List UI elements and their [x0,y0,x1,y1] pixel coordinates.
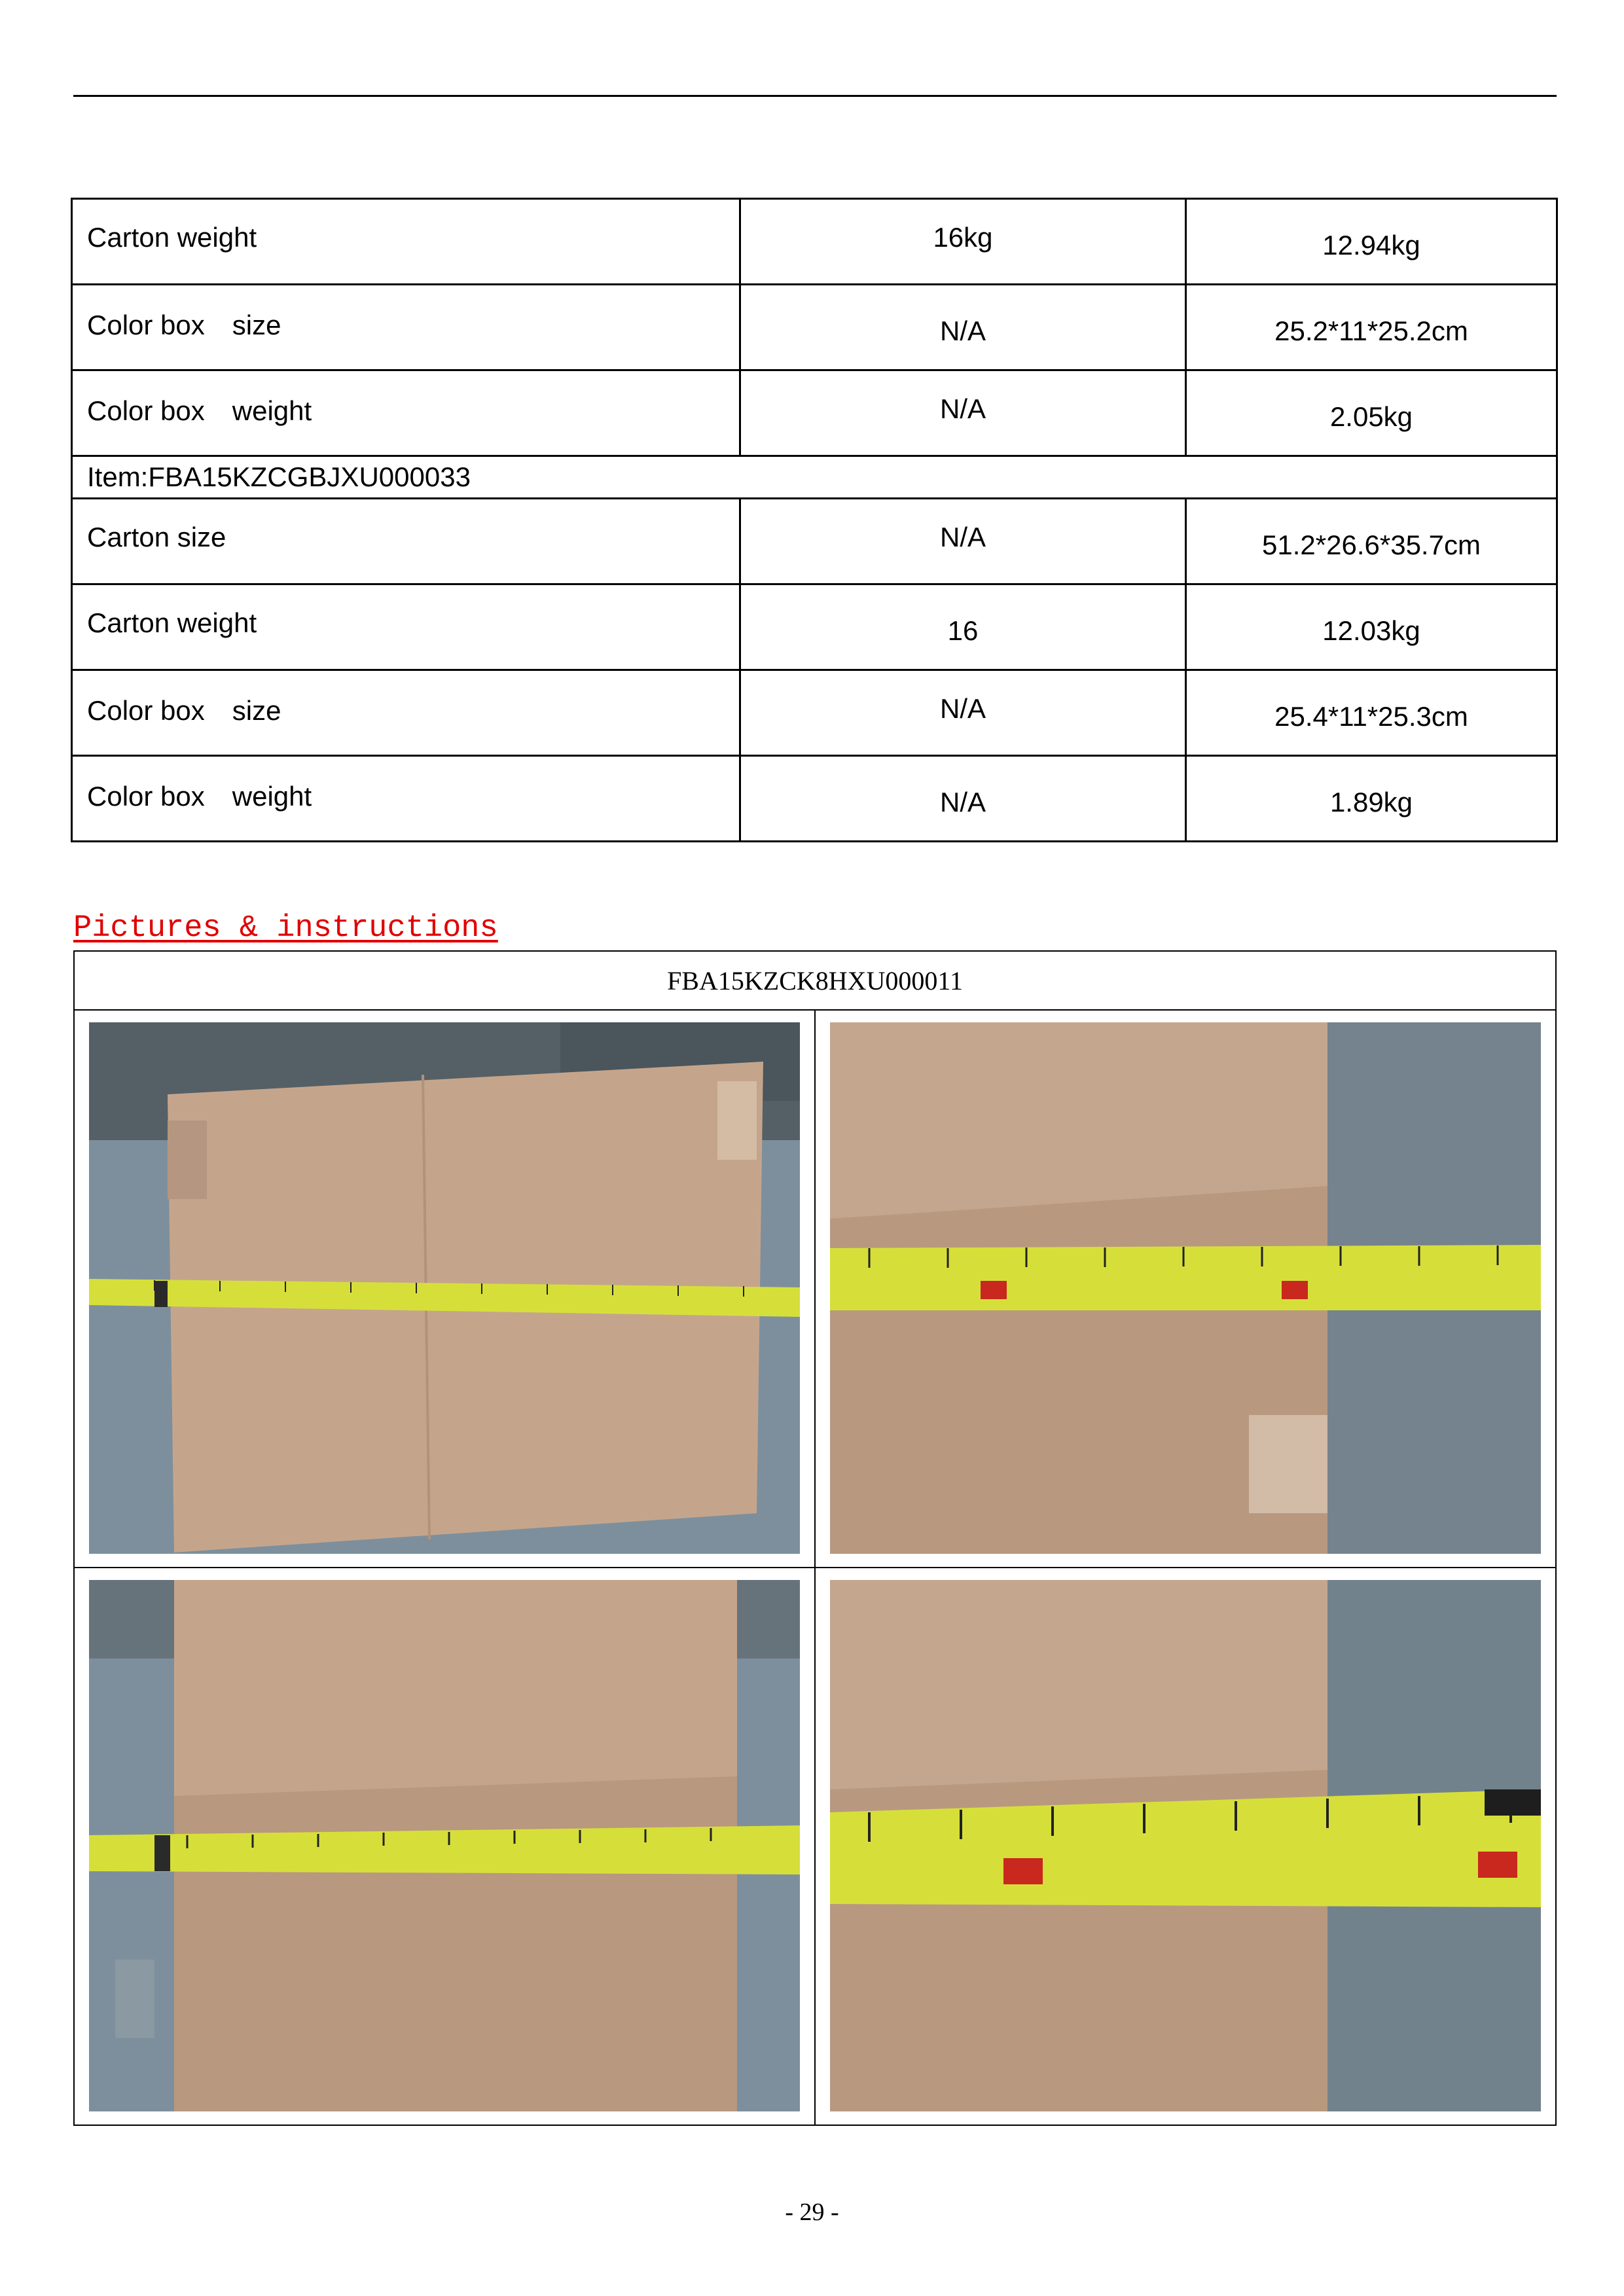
photo-caption: FBA15KZCK8HXU000011 [74,951,1556,1010]
row-standard: N/A [740,756,1186,842]
table-row [72,756,1557,842]
item-header-row [72,456,1557,499]
table-row [72,285,1557,370]
row-actual: 25.4*11*25.3cm [1186,670,1557,756]
row-label: Color box weight [72,756,740,842]
photo-table [73,950,1557,2126]
photo-cell [815,1010,1556,1568]
tape-closeup-51cm-photo [830,1022,1541,1554]
row-actual: 12.94kg [1186,199,1557,285]
spec-table [71,198,1558,842]
table-row [72,499,1557,584]
row-standard: N/A [740,499,1186,584]
row-actual: 1.89kg [1186,756,1557,842]
row-label: Color box size [72,670,740,756]
table-row [72,370,1557,456]
row-label: Color box weight [72,370,740,456]
row-label: Carton weight [72,199,740,285]
item-label: Item:FBA15KZCGBJXU000033 [72,456,1557,499]
row-standard: N/A [740,285,1186,370]
tape-closeup-26cm-photo [830,1580,1541,2111]
section-title: Pictures & instructions [73,911,498,946]
row-actual: 51.2*26.6*35.7cm [1186,499,1557,584]
carton-length-photo [89,1022,800,1554]
table-row [72,670,1557,756]
row-label: Color box size [72,285,740,370]
table-row [72,584,1557,670]
table-row [72,199,1557,285]
row-actual: 2.05kg [1186,370,1557,456]
row-standard: 16kg [740,199,1186,285]
row-standard: N/A [740,670,1186,756]
row-label: Carton weight [72,584,740,670]
photo-cell [74,1568,815,2125]
row-standard: N/A [740,370,1186,456]
carton-width-photo [89,1580,800,2111]
header-rule [73,95,1557,97]
row-label: Carton size [72,499,740,584]
page-number: - 29 - [785,2198,839,2226]
row-standard: 16 [740,584,1186,670]
photo-cell [815,1568,1556,2125]
row-actual: 25.2*11*25.2cm [1186,285,1557,370]
photo-cell [74,1010,815,1568]
row-actual: 12.03kg [1186,584,1557,670]
